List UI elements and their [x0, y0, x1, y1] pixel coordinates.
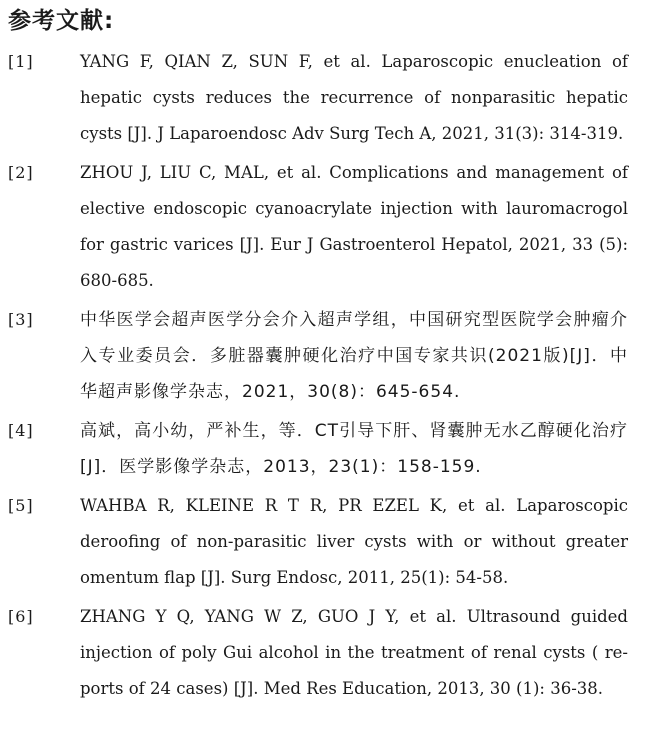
reference-item	[0, 302, 646, 410]
reference-item	[0, 599, 646, 707]
reference-item	[0, 413, 646, 485]
references-heading: 参考文献:	[8, 8, 115, 34]
reference-number: [2]	[8, 163, 34, 182]
reference-item	[0, 488, 646, 596]
reference-text: ZHOU J, LIU C, MAL, et al. Complications and management of elective endoscopic cyanoacrylate injection with lauromacrogol for gastric varices [J]. Eur J Gastroenterol Hepatol, 2021, 33 (5): 680-685.	[80, 163, 628, 290]
reference-item	[0, 155, 646, 299]
reference-text: 中华医学会超声医学分会介入超声学组，中国研究型医院学会肿瘤介入专业委员会．多脏器囊肿硬化治疗中国专家共识(2021版)[J]．中华超声影像学杂志，2021，30(8)：645-654.	[80, 310, 628, 402]
reference-number: [4]	[8, 421, 34, 440]
reference-text: 高斌，高小幼，严补生，等．CT引导下肝、肾囊肿无水乙醇硬化治疗[J]．医学影像学杂志，2013，23(1)：158-159.	[80, 421, 628, 477]
reference-text: ZHANG Y Q, YANG W Z, GUO J Y, et al. Ultrasound guided injection of poly Gui alcohol in the treatment of renal cysts ( re-ports of 24 cases) [J]. Med Res Education, 2013, 30 (1): 36-38.	[80, 607, 628, 698]
reference-list	[0, 44, 646, 710]
reference-text: YANG F, QIAN Z, SUN F, et al. Laparoscopic enucleation of hepatic cysts reduces the recurrence of nonparasitic hepatic cysts [J]. J Laparoendosc Adv Surg Tech A, 2021, 31(3): 314-319.	[80, 52, 628, 143]
reference-item	[0, 44, 646, 152]
reference-number: [1]	[8, 52, 34, 71]
reference-number: [3]	[8, 310, 34, 329]
reference-text: WAHBA R, KLEINE R T R, PR EZEL K, et al. Laparoscopic deroofing of non-parasitic liver cysts with or without greater omentum flap [J]. Surg Endosc, 2011, 25(1): 54-58.	[80, 496, 628, 587]
reference-number: [6]	[8, 607, 34, 626]
reference-number: [5]	[8, 496, 34, 515]
